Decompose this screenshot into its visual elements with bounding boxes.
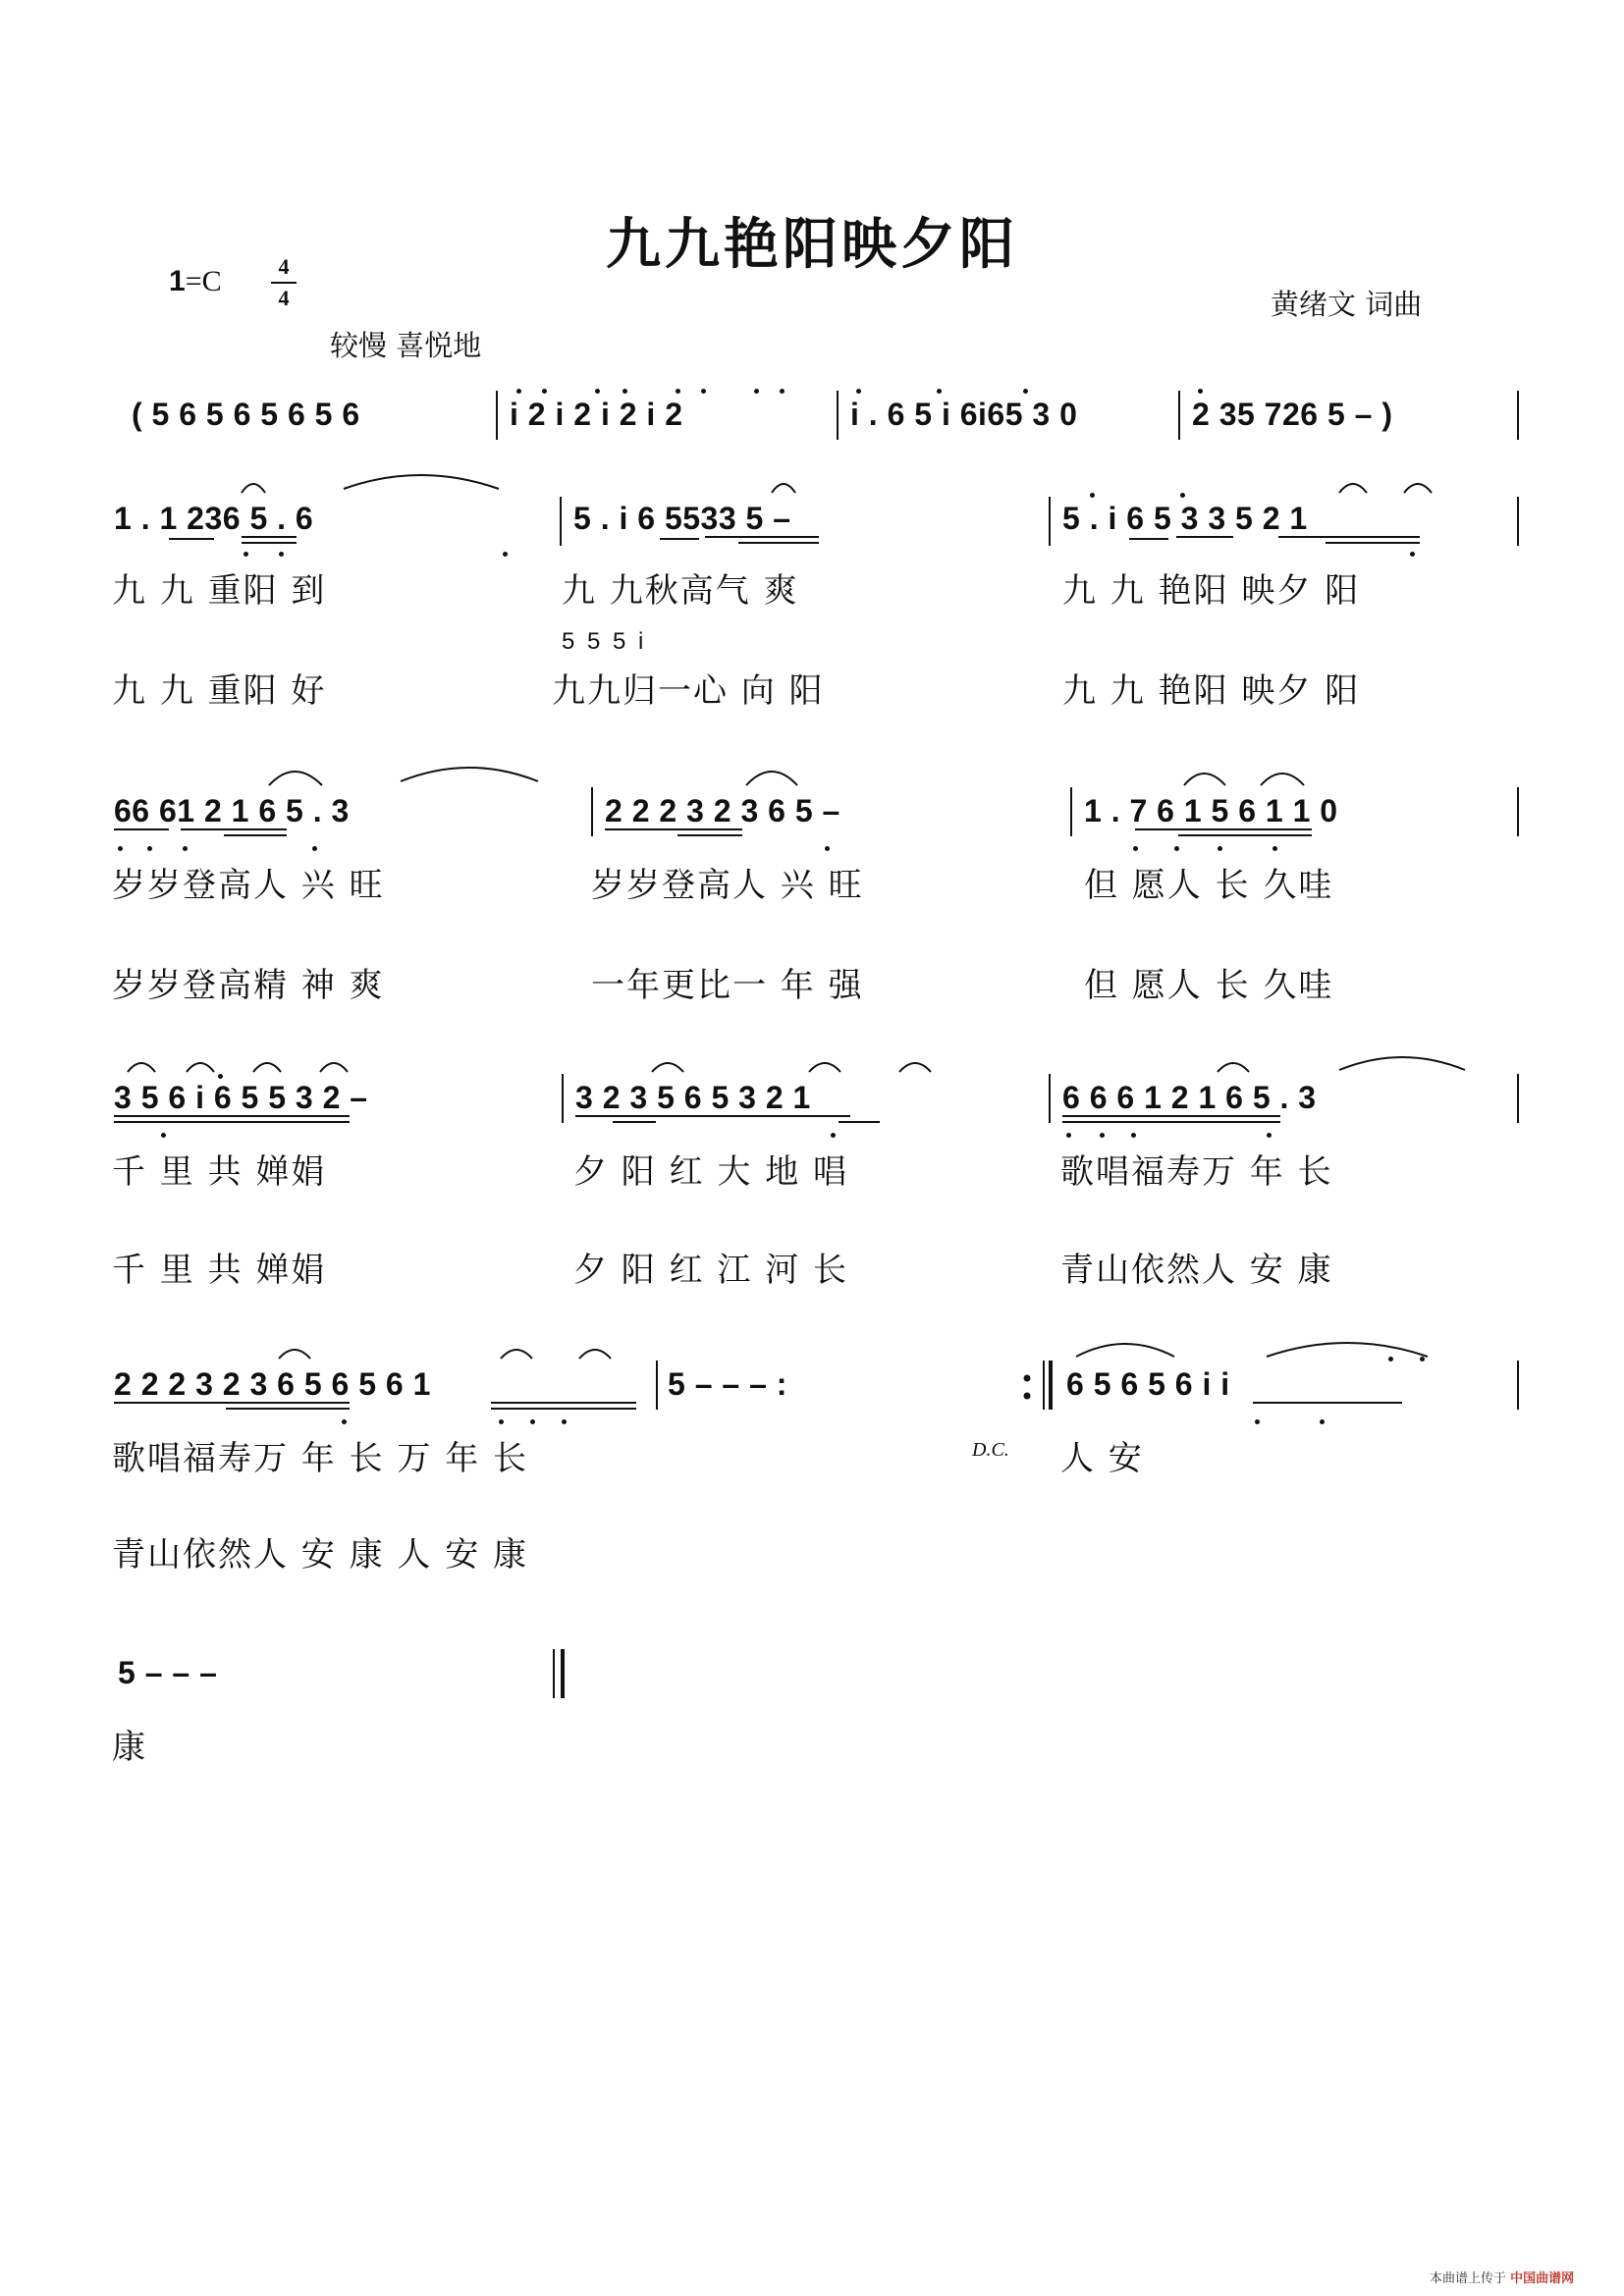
s3-measure-3: 6 6 6 1 2 1 6 5 . 3	[1062, 1080, 1317, 1115]
slur	[899, 1063, 931, 1072]
intro-measure-3: i . 6 5 i 6i65 3 0	[850, 397, 1078, 432]
slur	[579, 1350, 611, 1359]
s5-measure-1: 5 – – –	[118, 1655, 218, 1690]
time-signature-top: 4	[278, 254, 290, 279]
tie	[1267, 1343, 1428, 1357]
s1-lyric2-b: 九九归一心 向 阳	[552, 671, 825, 711]
s1-measure-3: 5 . i 6 5 3 3 5 2 1	[1062, 501, 1308, 536]
s1-lyric1-c: 九 九 艳阳 映夕 阳	[1062, 571, 1361, 611]
slur	[187, 1063, 214, 1072]
slur	[253, 1063, 281, 1072]
s4-measure-1: 2 2 2 3 2 3 6 5 6 5 6 1	[114, 1366, 431, 1402]
score-title: 九九艳阳映夕阳	[606, 212, 1018, 277]
s1-measure-1: 1 . 1 236 5 . 6	[114, 501, 314, 536]
s2-measure-1: 66 61 2 1 6 5 . 3	[114, 793, 350, 828]
slur	[242, 484, 265, 493]
tie	[401, 768, 538, 781]
footer-text: 本曲谱上传于	[1430, 2271, 1507, 2286]
s1-measure-2: 5 . i 6 5533 5 –	[573, 501, 791, 536]
s2-lyric1-a: 岁岁登高人 兴 旺	[112, 866, 385, 905]
s4-lyric2-a: 青山依然人 安 康 人 安 康	[112, 1535, 529, 1575]
slur	[1218, 1063, 1249, 1072]
s1-lyric1-b: 九 九秋高气 爽	[562, 571, 799, 611]
slur	[279, 1350, 310, 1359]
s2-lyric2-a: 岁岁登高精 神 爽	[112, 966, 385, 1005]
slur	[1404, 484, 1432, 493]
slur	[320, 1063, 348, 1072]
s2-lyric2-c: 但 愿人 长 久哇	[1084, 966, 1334, 1005]
s4-lyric1-c: 人 安	[1060, 1439, 1144, 1478]
slur	[1184, 774, 1225, 785]
s3-lyric2-b: 夕 阳 红 江 河 长	[573, 1251, 849, 1290]
s3-lyric1-b: 夕 阳 红 大 地 唱	[573, 1152, 849, 1192]
s2-measure-3: 1 . 7 6 1 5 6 1 1 0	[1084, 793, 1338, 828]
s2-measure-2: 2 2 2 3 2 3 6 5 –	[605, 793, 840, 828]
slur	[772, 484, 795, 493]
slur	[128, 1063, 155, 1072]
slur	[652, 1063, 683, 1072]
repeat-dot	[1024, 1375, 1031, 1382]
time-signature-bottom: 4	[278, 286, 290, 310]
tie	[1076, 1344, 1174, 1357]
slur	[809, 1063, 840, 1072]
tie	[1339, 1057, 1465, 1070]
slur	[1339, 484, 1367, 493]
s3-measure-1: 3 5 6 i 6 5 5 3 2 –	[114, 1080, 368, 1115]
s4-lyric1-a: 歌唱福寿万 年 长 万 年 长	[112, 1439, 529, 1478]
s5-lyric1-a: 康	[112, 1728, 147, 1767]
key-number: 1	[169, 265, 186, 297]
intro-measure-1: ( 5 6 5 6 5 6 5 6	[132, 397, 360, 432]
s1-lyric2-c: 九 九 艳阳 映夕 阳	[1062, 671, 1361, 711]
site-logo: 中国曲谱网	[1510, 2271, 1575, 2286]
intro-measure-2: i 2 i 2 i 2 i 2	[510, 397, 683, 432]
s1-ossia-notes: 5 5 5 i	[562, 628, 647, 655]
author-credit: 黄绪文 词曲	[1271, 288, 1423, 321]
repeat-dot	[1024, 1393, 1031, 1400]
s1-lyric1-a: 九 九 重阳 到	[112, 571, 327, 611]
tie	[344, 475, 499, 489]
slur	[501, 1350, 532, 1359]
s4-measure-2: 5 – – – :	[668, 1366, 787, 1402]
s3-measure-2: 3 2 3 5 6 5 3 2 1	[575, 1080, 811, 1115]
tempo-marking: 较慢 喜悦地	[330, 329, 482, 362]
intro-measure-4: 2 35 726 5 – )	[1192, 397, 1393, 432]
slur	[1261, 774, 1304, 785]
s3-lyric1-c: 歌唱福寿万 年 长	[1060, 1152, 1333, 1192]
s2-lyric1-c: 但 愿人 长 久哇	[1084, 866, 1334, 905]
da-capo-marking: D.C.	[972, 1439, 1009, 1461]
s2-lyric2-b: 一年更比一 年 强	[591, 966, 864, 1005]
slur	[269, 772, 322, 785]
s2-lyric1-b: 岁岁登高人 兴 旺	[591, 866, 864, 905]
s3-lyric1-a: 千 里 共 婵娟	[112, 1152, 327, 1192]
s4-measure-3: 6 5 6 5 6 i i	[1066, 1366, 1230, 1402]
s3-lyric2-c: 青山依然人 安 康	[1060, 1251, 1333, 1290]
s3-lyric2-a: 千 里 共 婵娟	[112, 1251, 327, 1290]
s1-lyric2-a: 九 九 重阳 好	[112, 671, 327, 711]
slur	[746, 772, 797, 785]
key-name: =C	[185, 265, 222, 297]
